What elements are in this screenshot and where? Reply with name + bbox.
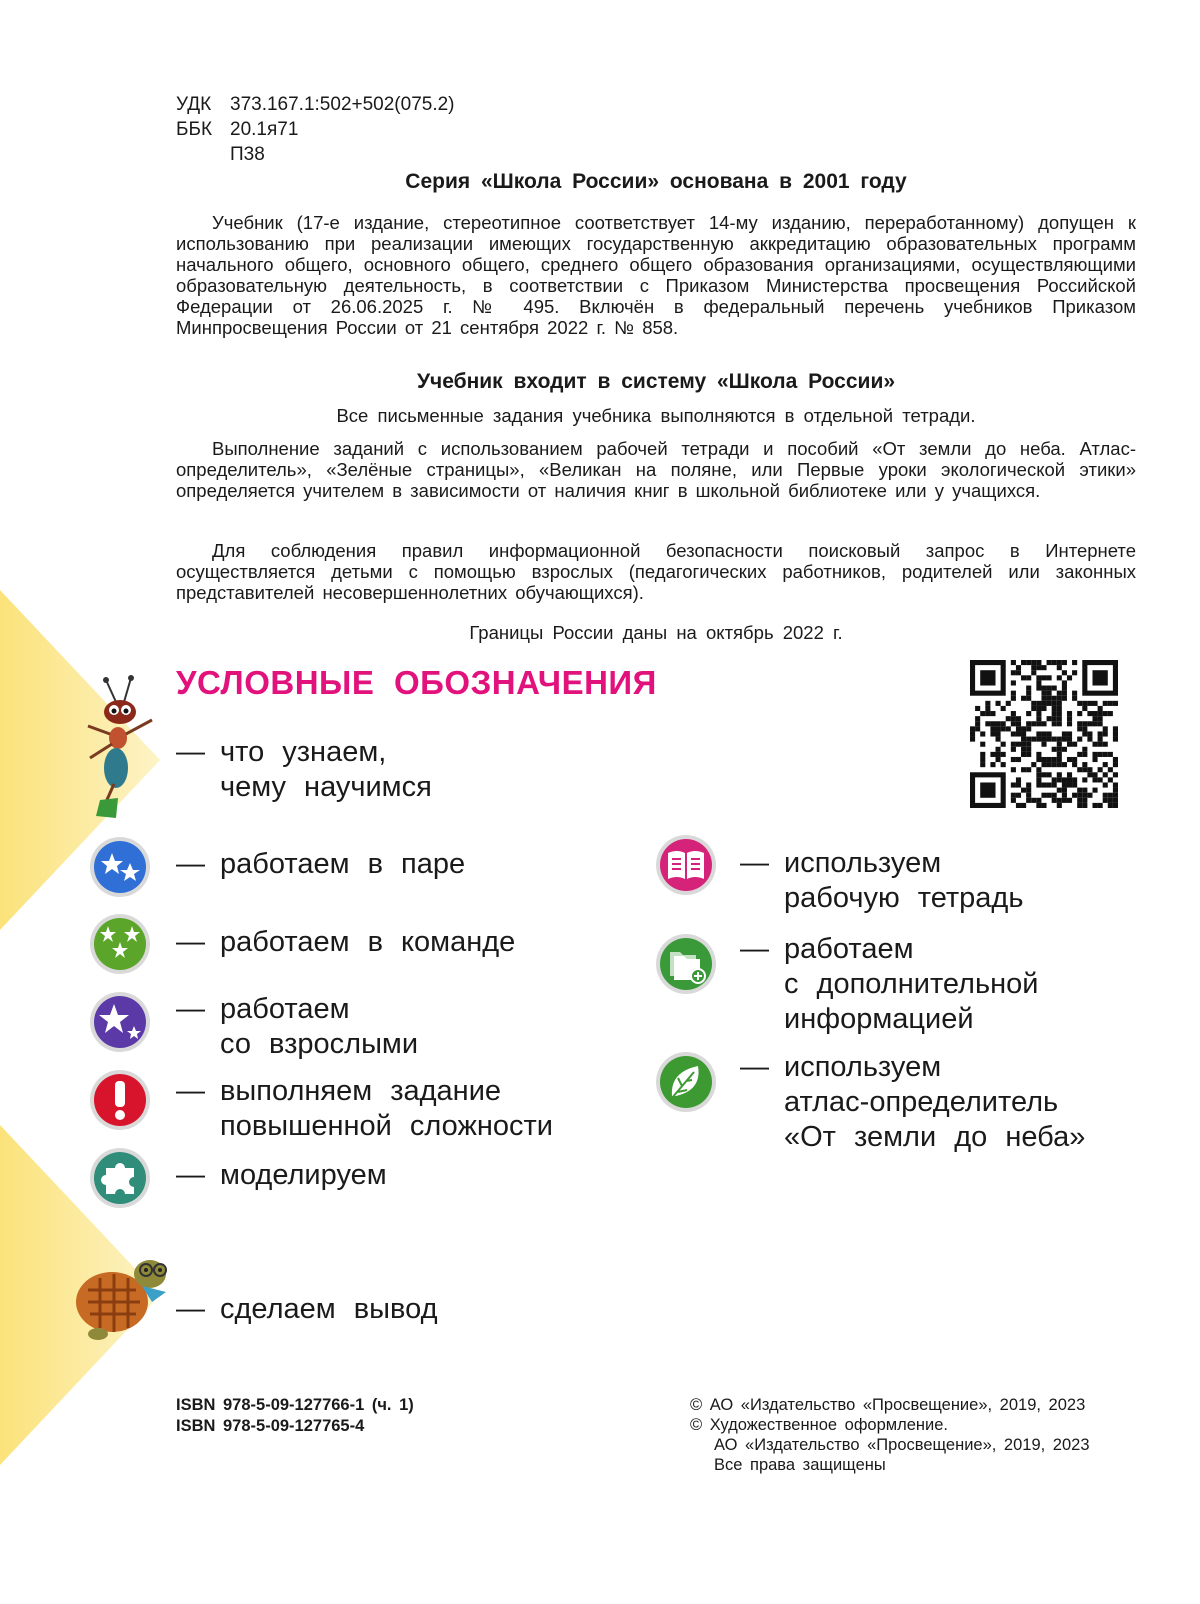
isbn-line: ISBN 978-5-09-127765-4 xyxy=(176,1417,365,1435)
legend-text: моделируем xyxy=(220,1159,387,1191)
bibliographic-codes xyxy=(176,92,455,167)
workbook-paragraph xyxy=(176,438,1136,501)
ant-icon xyxy=(76,672,166,822)
workbook-icon xyxy=(654,833,718,897)
series-heading: Серия «Школа России» основана в 2001 году xyxy=(405,170,907,193)
udk-label: УДК xyxy=(176,94,212,115)
legend-item-team xyxy=(176,925,515,960)
legend-text: с дополнительной xyxy=(784,968,1039,1000)
puzzle-icon xyxy=(88,1146,152,1210)
legend-dash: — xyxy=(176,1159,205,1191)
udk-value: 373.167.1:502+502(075.2) xyxy=(230,94,455,115)
two-stars-icon xyxy=(88,835,152,899)
isbn-block xyxy=(176,1395,414,1437)
legend-item-learn xyxy=(176,735,432,805)
legend-text: используем xyxy=(784,1051,942,1083)
legend-text: рабочую тетрадь xyxy=(784,882,1024,914)
safety-paragraph xyxy=(176,540,1136,603)
legend-item-pair xyxy=(176,847,465,882)
exclamation-icon xyxy=(88,1068,152,1132)
leaf-icon xyxy=(654,1050,718,1114)
turtle-icon xyxy=(68,1240,178,1350)
legend-text: работаем в паре xyxy=(220,848,466,880)
legend-text: повышенной сложности xyxy=(220,1110,553,1142)
bbk-value: 20.1я71 xyxy=(230,119,299,140)
isbn-line: ISBN 978-5-09-127766-1 (ч. 1) xyxy=(176,1396,414,1414)
legend-item-workbook xyxy=(740,846,1023,916)
legend-item-adults xyxy=(176,992,418,1062)
legend-dash: — xyxy=(176,848,205,880)
approval-text: Учебник (17-е издание, стереотипное соответствует 14-му изданию, переработанному) допущен к использованию при реализации имеющих государственную аккредитацию образовательных программ начального общего, основного общего, среднего общего образования организациями, осуществляющими образовательную деятельность, в соответствии с Приказом Министерства просвещения Российской Федерации от 26.06.2025 г. № 495. Включён в федеральный перечень учебников Приказом Минпросвещения России от 21 сентября 2022 г. № 858. xyxy=(176,212,1136,338)
legend-item-modeling xyxy=(176,1158,387,1193)
copyright-line: АО «Издательство «Просвещение», 2019, 2023 xyxy=(714,1436,1090,1454)
legend-dash: — xyxy=(740,1051,769,1083)
copyright-line: © Художественное оформление. xyxy=(690,1416,948,1434)
author-mark: П38 xyxy=(230,144,265,165)
big-small-star-icon xyxy=(88,990,152,1054)
qr-code[interactable] xyxy=(970,660,1118,808)
legend-text: «От земли до неба» xyxy=(784,1121,1086,1153)
legend-dash: — xyxy=(740,933,769,965)
legend-item-extra-info xyxy=(740,932,1038,1037)
legend-text: работаем xyxy=(784,933,914,965)
legend-dash: — xyxy=(176,736,205,768)
folder-plus-icon xyxy=(654,932,718,996)
legend-text: используем xyxy=(784,847,942,879)
legend-text: атлас-определитель xyxy=(784,1086,1059,1118)
copyright-line: © АО «Издательство «Просвещение», 2019, 2023 xyxy=(690,1396,1086,1414)
borders-note: Границы России даны на октябрь 2022 г. xyxy=(469,622,843,643)
legend-dash: — xyxy=(176,1293,205,1325)
legend-item-atlas xyxy=(740,1050,1085,1155)
bbk-label: ББК xyxy=(176,119,213,140)
system-heading: Учебник входит в систему «Школа России» xyxy=(416,370,896,393)
copyright-block xyxy=(690,1395,1120,1475)
written-tasks-note: Все письменные задания учебника выполняются в отдельной тетради. xyxy=(336,405,976,426)
legend-text: что узнаем, xyxy=(220,736,387,768)
legend-dash: — xyxy=(176,926,205,958)
legend-text: со взрослыми xyxy=(220,1028,419,1060)
legend-text: чему научимся xyxy=(220,771,432,803)
legend-dash: — xyxy=(740,847,769,879)
legend-item-conclusion xyxy=(176,1292,438,1327)
legend-text: выполняем задание xyxy=(220,1075,502,1107)
workbook-text: Выполнение заданий с использованием рабочей тетради и пособий «От земли до неба. Атлас-определитель», «Зелёные страницы», «Великан на поляне, или Первые уроки экологической этики» определяется учителем в зависимости от наличия книг в школьной библиотеке или у учащихся. xyxy=(176,438,1136,501)
safety-text: Для соблюдения правил информационной безопасности поисковый запрос в Интернете осуществляется детьми с помощью взрослых (педагогических работников, родителей или законных представителей несовершеннолетних обучающихся). xyxy=(176,540,1136,603)
copyright-line: Все права защищены xyxy=(714,1456,886,1474)
many-stars-icon xyxy=(88,912,152,976)
legend-dash: — xyxy=(176,1075,205,1107)
legend-text: сделаем вывод xyxy=(220,1293,438,1325)
legend-text: работаем xyxy=(220,993,350,1025)
legend-text: информацией xyxy=(784,1003,974,1035)
legend-title: УСЛОВНЫЕ ОБОЗНАЧЕНИЯ xyxy=(176,664,657,701)
legend-dash: — xyxy=(176,993,205,1025)
legend-item-hard-task xyxy=(176,1074,553,1144)
approval-paragraph xyxy=(176,212,1136,338)
legend-text: работаем в команде xyxy=(220,926,516,958)
